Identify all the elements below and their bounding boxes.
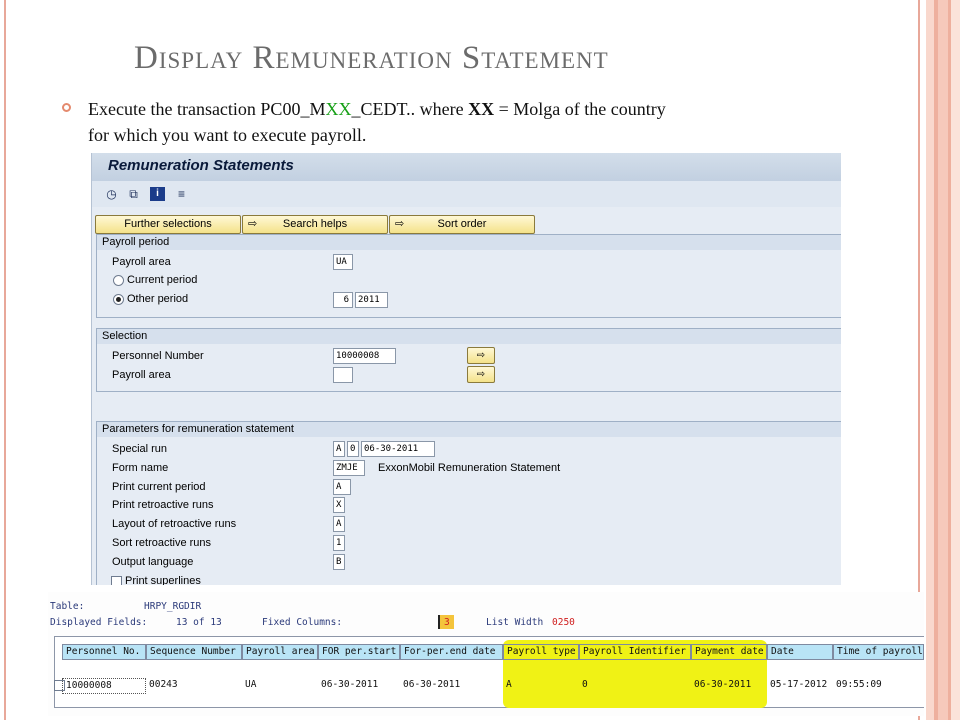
sort-retroactive-field[interactable]: 1	[333, 535, 345, 551]
search-helps-label: Search helps	[282, 218, 348, 230]
sort-order-button[interactable]	[389, 215, 535, 234]
instruction-text	[88, 96, 888, 148]
slide-title: Display Remuneration Statement	[134, 40, 609, 76]
multiple-selection-button[interactable]	[467, 366, 495, 383]
special-run-number-field[interactable]: 0	[347, 441, 359, 457]
selection-payroll-area-field[interactable]	[333, 367, 353, 383]
parameters-group	[96, 421, 841, 585]
period-month-field[interactable]: 6	[333, 292, 353, 308]
table-cell[interactable]: 00243	[149, 679, 178, 690]
arrow-right-icon: ⇨	[395, 218, 405, 230]
arrow-right-icon: ⇨	[476, 369, 486, 380]
bullet-icon	[62, 103, 71, 112]
selection-group	[96, 328, 841, 392]
period-year-field[interactable]: 2011	[355, 292, 388, 308]
fixed-columns-value[interactable]: 3	[444, 617, 450, 628]
form-name-label: Form name	[112, 462, 169, 474]
print-superlines-label: Print superlines	[125, 575, 201, 585]
print-current-period-field[interactable]: A	[333, 479, 351, 495]
sap-screen-title: Remuneration Statements	[92, 153, 841, 181]
group-header: Parameters for remuneration statement	[97, 422, 841, 437]
search-helps-button[interactable]	[242, 215, 388, 234]
layout-retroactive-field[interactable]: A	[333, 516, 345, 532]
table-cell[interactable]: UA	[245, 679, 257, 690]
column-header[interactable]: Sequence Number	[146, 644, 242, 660]
instruction-xx: XX	[325, 99, 352, 119]
table-label: Table:	[50, 601, 85, 612]
payroll-area-label: Payroll area	[112, 256, 171, 268]
instruction-part: _CEDT.. where	[351, 99, 469, 119]
form-name-field[interactable]: ZMJE	[333, 460, 365, 476]
output-language-label: Output language	[112, 556, 194, 568]
sort-order-label: Sort order	[437, 218, 487, 230]
instruction-bold-xx: XX	[468, 99, 495, 119]
selection-payroll-area-label: Payroll area	[112, 369, 171, 381]
column-header[interactable]: FOR per.start	[318, 644, 400, 660]
print-retroactive-field[interactable]: X	[333, 497, 345, 513]
table-cell[interactable]: A	[506, 679, 512, 690]
further-selections-label: Further selections	[124, 218, 212, 230]
special-run-type-field[interactable]: A	[333, 441, 345, 457]
layout-retroactive-label: Layout of retroactive runs	[112, 518, 237, 530]
special-run-label: Special run	[112, 443, 168, 455]
special-run-date-field[interactable]: 06-30-2011	[361, 441, 435, 457]
displayed-fields-value: 13 of 13	[176, 617, 222, 628]
table-cell[interactable]: 05-17-2012	[770, 679, 828, 690]
payroll-area-field[interactable]: UA	[333, 254, 353, 270]
fixed-columns-label: Fixed Columns:	[262, 617, 343, 628]
selection-options-icon[interactable]: ≡	[177, 187, 185, 201]
table-cell[interactable]: 06-30-2011	[403, 679, 461, 690]
instruction-part: Execute the transaction PC00_M	[88, 99, 326, 119]
table-cell[interactable]: 0	[582, 679, 588, 690]
column-header[interactable]: Payment date	[691, 644, 767, 660]
arrow-right-icon: ⇨	[476, 350, 486, 361]
slide-frame-band	[926, 0, 960, 720]
sort-retroactive-label: Sort retroactive runs	[112, 537, 212, 549]
info-icon[interactable]: i	[150, 187, 165, 201]
print-retroactive-label: Print retroactive runs	[112, 499, 214, 511]
displayed-fields-label: Displayed Fields:	[50, 617, 148, 628]
other-period-label: Other period	[127, 293, 189, 305]
table-cell[interactable]: 06-30-2011	[321, 679, 379, 690]
output-language-field[interactable]: B	[333, 554, 345, 570]
column-header[interactable]: For-per.end date	[400, 644, 503, 660]
variant-icon[interactable]: ⧉	[129, 187, 138, 201]
table-name: HRPY_RGDIR	[144, 601, 202, 612]
table-cell[interactable]: 09:55:09	[836, 679, 882, 690]
column-header[interactable]: Payroll area	[242, 644, 318, 660]
table-cell[interactable]: 10000008	[62, 678, 146, 694]
column-header[interactable]: Payroll type	[503, 644, 579, 660]
list-width-value[interactable]: 0250	[552, 617, 575, 628]
column-header[interactable]: Date	[767, 644, 833, 660]
print-superlines-checkbox[interactable]	[111, 576, 122, 585]
group-header: Selection	[97, 329, 841, 344]
personnel-number-label: Personnel Number	[112, 350, 204, 362]
further-selections-button[interactable]	[95, 215, 241, 234]
current-period-label: Current period	[127, 274, 198, 286]
other-period-radio[interactable]	[113, 294, 124, 305]
column-header[interactable]: Payroll Identifier	[579, 644, 691, 660]
column-header[interactable]: Personnel No.	[62, 644, 146, 660]
arrow-right-icon: ⇨	[248, 218, 258, 230]
sap-selection-screen	[91, 153, 841, 585]
print-current-period-label: Print current period	[112, 481, 206, 493]
sap-toolbar	[92, 181, 841, 207]
execute-icon[interactable]: ◷	[106, 187, 117, 201]
table-cell[interactable]: 06-30-2011	[694, 679, 752, 690]
multiple-selection-button[interactable]	[467, 347, 495, 364]
group-header: Payroll period	[97, 235, 841, 250]
payroll-period-group	[96, 234, 841, 318]
instruction-part: = Molga of the country	[494, 99, 666, 119]
personnel-number-field[interactable]: 10000008	[333, 348, 396, 364]
current-period-radio[interactable]	[113, 275, 124, 286]
slide-frame-left	[4, 0, 6, 720]
column-header[interactable]: Time of payroll	[833, 644, 924, 660]
form-name-description: ExxonMobil Remuneration Statement	[378, 462, 561, 474]
instruction-line-2: for which you want to execute payroll.	[88, 125, 367, 145]
list-width-label: List Width	[486, 617, 544, 628]
rgdir-table-view	[48, 592, 924, 716]
